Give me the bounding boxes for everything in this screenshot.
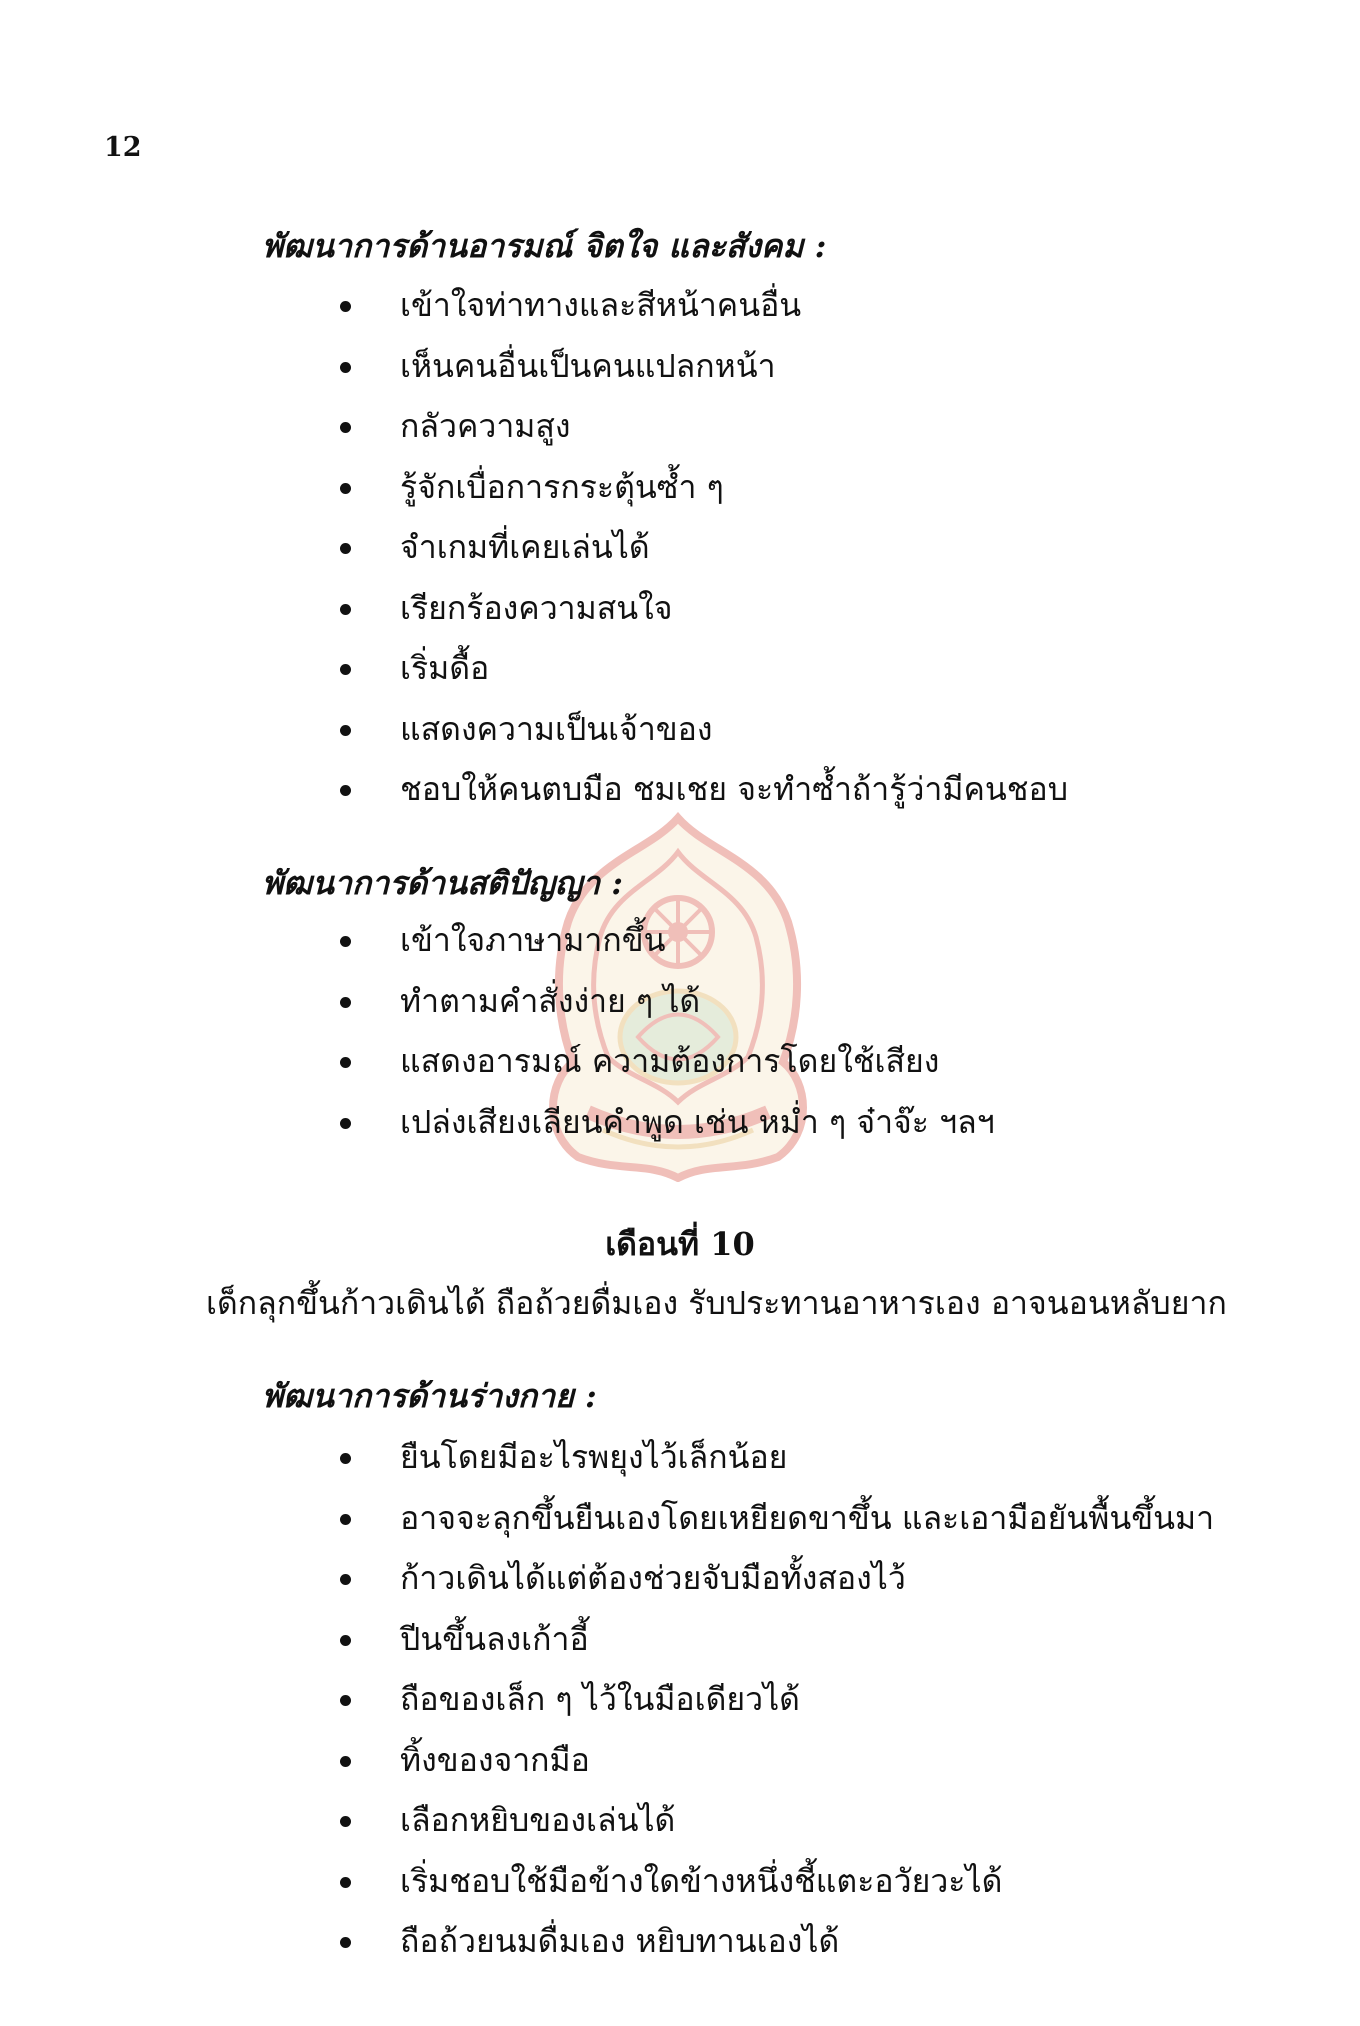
list-item-text: เลือกหยิบของเล่นได้ bbox=[400, 1801, 676, 1839]
list-item bbox=[340, 648, 1068, 709]
bullet-icon bbox=[340, 483, 351, 494]
list-item-text: ทำตามคำสั่งง่าย ๆ ได้ bbox=[400, 981, 701, 1020]
bullet-icon bbox=[340, 543, 351, 554]
list-item-text: เรียกร้องความสนใจ bbox=[400, 588, 673, 627]
list-item bbox=[340, 285, 1068, 346]
section-heading: พัฒนาการด้านสติปัญญา : bbox=[262, 864, 624, 902]
list-item bbox=[340, 588, 1068, 649]
list-item bbox=[340, 1921, 1214, 1982]
list-item bbox=[340, 467, 1068, 528]
bullet-icon bbox=[340, 301, 351, 312]
list-item-text: ชอบให้คนตบมือ ชมเชย จะทำซ้ำถ้ารู้ว่ามีคนชอบ bbox=[400, 770, 1068, 808]
list-item-text: เปล่งเสียงเลียนคำพูด เช่น หม่ำ ๆ จ๋าจ๊ะ ฯลฯ bbox=[400, 1102, 995, 1141]
list-item-text: จำเกมที่เคยเล่นได้ bbox=[400, 528, 650, 566]
list-item bbox=[340, 346, 1068, 407]
bullet-icon bbox=[340, 1453, 351, 1464]
list-item-text: ปีนขึ้นลงเก้าอี้ bbox=[400, 1619, 589, 1658]
list-item bbox=[340, 1861, 1214, 1922]
list-item-text: เห็นคนอื่นเป็นคนแปลกหน้า bbox=[400, 346, 776, 385]
list-item-text: กลัวความสูง bbox=[400, 407, 571, 445]
month-summary: เด็กลุกขึ้นก้าวเดินได้ ถือถ้วยดื่มเอง รับประทานอาหารเอง อาจนอนหลับยาก bbox=[206, 1284, 1227, 1322]
list-item bbox=[340, 1437, 1214, 1498]
list-item-text: อาจจะลุกขึ้นยืนเองโดยเหยียดขาขึ้น และเอามือยันพื้นขึ้นมา bbox=[400, 1498, 1215, 1537]
list-item-text: เข้าใจภาษามากขึ้น bbox=[400, 921, 666, 959]
list-item bbox=[340, 1102, 995, 1163]
bullet-icon bbox=[340, 1514, 351, 1525]
bullet-icon bbox=[340, 997, 351, 1008]
list-item bbox=[340, 981, 995, 1042]
bullet-icon bbox=[340, 725, 351, 736]
bullet-icon bbox=[340, 1877, 351, 1888]
bullet-icon bbox=[340, 1816, 351, 1827]
bullet-icon bbox=[340, 1635, 351, 1646]
bullet-icon bbox=[340, 1118, 351, 1129]
list-item bbox=[340, 920, 995, 981]
bullet-icon bbox=[340, 664, 351, 675]
section-heading: พัฒนาการด้านร่างกาย : bbox=[262, 1377, 597, 1415]
page-number: 12 bbox=[104, 132, 142, 163]
bullet-icon bbox=[340, 1574, 351, 1585]
bullet-icon bbox=[340, 785, 351, 796]
bullet-icon bbox=[340, 1937, 351, 1948]
bullet-list bbox=[340, 1437, 1214, 1982]
list-item-text: ก้าวเดินได้แต่ต้องช่วยจับมือทั้งสองไว้ bbox=[400, 1559, 906, 1597]
month-title: เดือนที่ 10 bbox=[605, 1225, 755, 1263]
list-item-text: เริ่มชอบใช้มือข้างใดข้างหนึ่งชี้แตะอวัยวะได้ bbox=[400, 1861, 1003, 1900]
list-item bbox=[340, 527, 1068, 588]
list-item-text: รู้จักเบื่อการกระตุ้นซ้ำ ๆ bbox=[400, 467, 724, 506]
list-item-text: ทิ้งของจากมือ bbox=[400, 1740, 590, 1779]
list-item-text: ยืนโดยมีอะไรพยุงไว้เล็กน้อย bbox=[400, 1438, 788, 1476]
section-heading: พัฒนาการด้านอารมณ์ จิตใจ และสังคม : bbox=[262, 227, 827, 265]
list-item bbox=[340, 406, 1068, 467]
list-item-text: ถือถ้วยนมดื่มเอง หยิบทานเองได้ bbox=[400, 1922, 840, 1960]
list-item bbox=[340, 1558, 1214, 1619]
bullet-icon bbox=[340, 1057, 351, 1068]
list-item-text: ถือของเล็ก ๆ ไว้ในมือเดียวได้ bbox=[400, 1680, 800, 1718]
list-item bbox=[340, 769, 1068, 830]
list-item bbox=[340, 1679, 1214, 1740]
list-item-text: แสดงความเป็นเจ้าของ bbox=[400, 709, 713, 748]
bullet-icon bbox=[340, 1756, 351, 1767]
bullet-icon bbox=[340, 1695, 351, 1706]
bullet-icon bbox=[340, 422, 351, 433]
bullet-icon bbox=[340, 604, 351, 615]
list-item bbox=[340, 1740, 1214, 1801]
bullet-icon bbox=[340, 936, 351, 947]
bullet-icon bbox=[340, 362, 351, 373]
list-item-text: เข้าใจท่าทางและสีหน้าคนอื่น bbox=[400, 286, 802, 324]
list-item-text: แสดงอารมณ์ ความต้องการโดยใช้เสียง bbox=[400, 1042, 940, 1080]
list-item-text: เริ่มดื้อ bbox=[400, 649, 490, 687]
list-item bbox=[340, 709, 1068, 770]
list-item bbox=[340, 1619, 1214, 1680]
list-item bbox=[340, 1041, 995, 1102]
bullet-list bbox=[340, 285, 1068, 830]
bullet-list bbox=[340, 920, 995, 1162]
list-item bbox=[340, 1800, 1214, 1861]
list-item bbox=[340, 1498, 1214, 1559]
